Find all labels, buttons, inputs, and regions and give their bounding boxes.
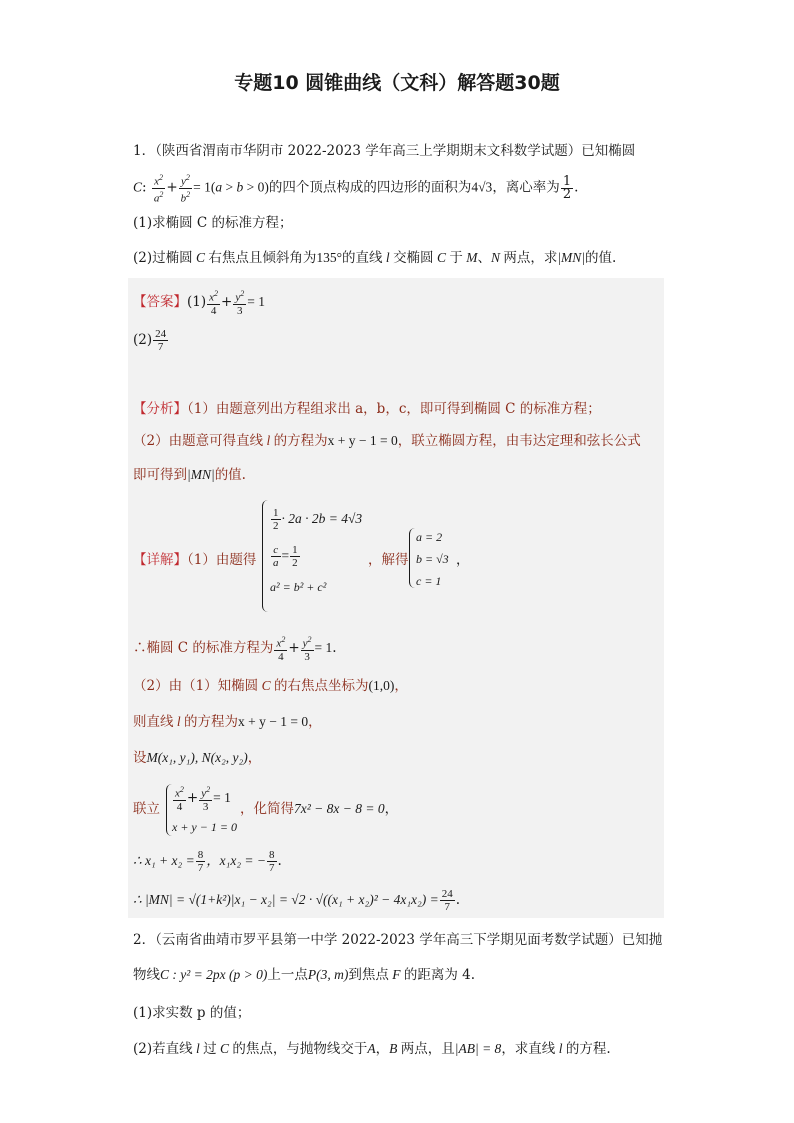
q2-number: 2． [133, 932, 156, 948]
analysis-line2: （2）由题意可得直线 l 的方程为x + y − 1 = 0，联立椭圆方程，由韦达定理和弦长公式 [133, 433, 641, 449]
solve-text: ，解得 [368, 552, 409, 568]
system-eq3: a² = b² + c² [270, 580, 327, 594]
system-eq2: $\frac{c}{a}$ = $\frac{1}{2}$ [273, 544, 298, 569]
q1-source: （陕西省渭南市华阴市 2022-2023 学年高三上学期期末文科数学试题）已知椭圆 [155, 143, 636, 159]
q2-line2: 物线C : y² = 2px (p > 0)上一点P(3, m)到焦点 F 的距离为 4. [133, 967, 476, 983]
q2-part2: (2)若直线 l 过 C 的焦点，与抛物线交于A，B 两点，且|AB| = 8，求直线 l 的方程. [133, 1041, 611, 1057]
solution-brace [409, 528, 415, 588]
detail-line-eq: 则直线 l 的方程为x + y − 1 = 0， [133, 714, 322, 730]
page-title: 专题10 圆锥曲线（文科）解答题30题 [234, 72, 560, 94]
simplify-line: ，化简得7x² − 8x − 8 = 0， [240, 801, 399, 817]
sol-b: b = √3 [416, 552, 449, 566]
analysis-line1: 【分析】（1）由题意列出方程组求出 a，b，c，即可得到椭圆 C 的标准方程； [133, 401, 601, 417]
joint-eq1: $\frac{x^2}{4}$ + $\frac{y^2}{3}$ = 1 [175, 785, 231, 813]
q1-ecc: $\frac{1}{2}$ [562, 173, 572, 202]
q1-part1: (1)求椭圆 C 的标准方程； [133, 215, 293, 231]
q1-ellipse-line: C: $\frac{x^2}{a^2}$ + $\frac{y^2}{b^2}$ = 1(a > b > 0)的四个顶点构成的四边形的面积为4√3，离心率为 $\frac{1}{2}$ . [133, 173, 579, 205]
q1-line2-mid: ，离心率为 [492, 179, 560, 196]
q1-area: 4√3 [471, 179, 493, 195]
q2-source: （云南省曲靖市罗平县第一中学 2022-2023 学年高三下学期见面考数学试题）已知抛 [155, 932, 663, 948]
answer-line2: (2) $\frac{24}{7}$ [133, 328, 167, 353]
vieta-line: ∴ x₁ + x₂ = $\frac{8}{7}$ ，x₁x₂ = − $\frac{8}{7}$ . [133, 849, 282, 874]
detail-line1: 【详解】（1）由题得 [133, 552, 257, 568]
q1-line2-text: 的四个顶点构成的四边形的面积为 [268, 179, 472, 196]
joint-eq2: x + y − 1 = 0 [172, 820, 237, 834]
sol-a: a = 2 [416, 530, 443, 544]
q1-number: 1． [133, 143, 156, 159]
system-brace [262, 500, 268, 612]
q2-header [133, 931, 662, 949]
q2-part1: (1)求实数 p 的值； [133, 1005, 251, 1021]
detail-set: 设M(x₁, y₁), N(x₂, y₂)， [133, 750, 262, 766]
answer-line1: 【答案】(1) $\frac{x^2}{4}$ + $\frac{y^2}{3}$ = 1 [133, 289, 265, 317]
detail-therefore: ∴椭圆 C 的标准方程为 $\frac{x^2}{4}$ + $\frac{y^2}{3}$ = 1. [133, 635, 337, 663]
q1-header [133, 142, 635, 160]
sol-c: c = 1 [416, 574, 442, 588]
analysis-label: 【分析】 [133, 401, 187, 417]
system-eq1: $\frac{1}{2}$ · 2a · 2b = 4√3 [273, 507, 363, 532]
mn-line: ∴ |MN| = √(1+k²)|x₁ − x₂| = √2 · √((x₁ + x₂)² − 4x₁x₂) = $\frac{24}{7}$ . [133, 888, 461, 913]
answer-label: 【答案】 [133, 293, 187, 310]
detail-label: 【详解】 [133, 552, 187, 568]
detail-p2: （2）由（1）知椭圆 C 的右焦点坐标为(1,0)， [133, 678, 408, 694]
frac-x2-a2: $\frac{x^2}{a^2}$ [153, 173, 164, 205]
analysis-line3: 即可得到|MN|的值. [133, 467, 246, 483]
q1-part2: (2)过椭圆 C 右焦点且倾斜角为135°的直线 l 交椭圆 C 于 M、N 两点，求|MN|的值. [133, 250, 617, 266]
detail-joint: 联立 [133, 801, 160, 817]
frac-y2-b2: $\frac{y^2}{b^2}$ [180, 173, 191, 205]
